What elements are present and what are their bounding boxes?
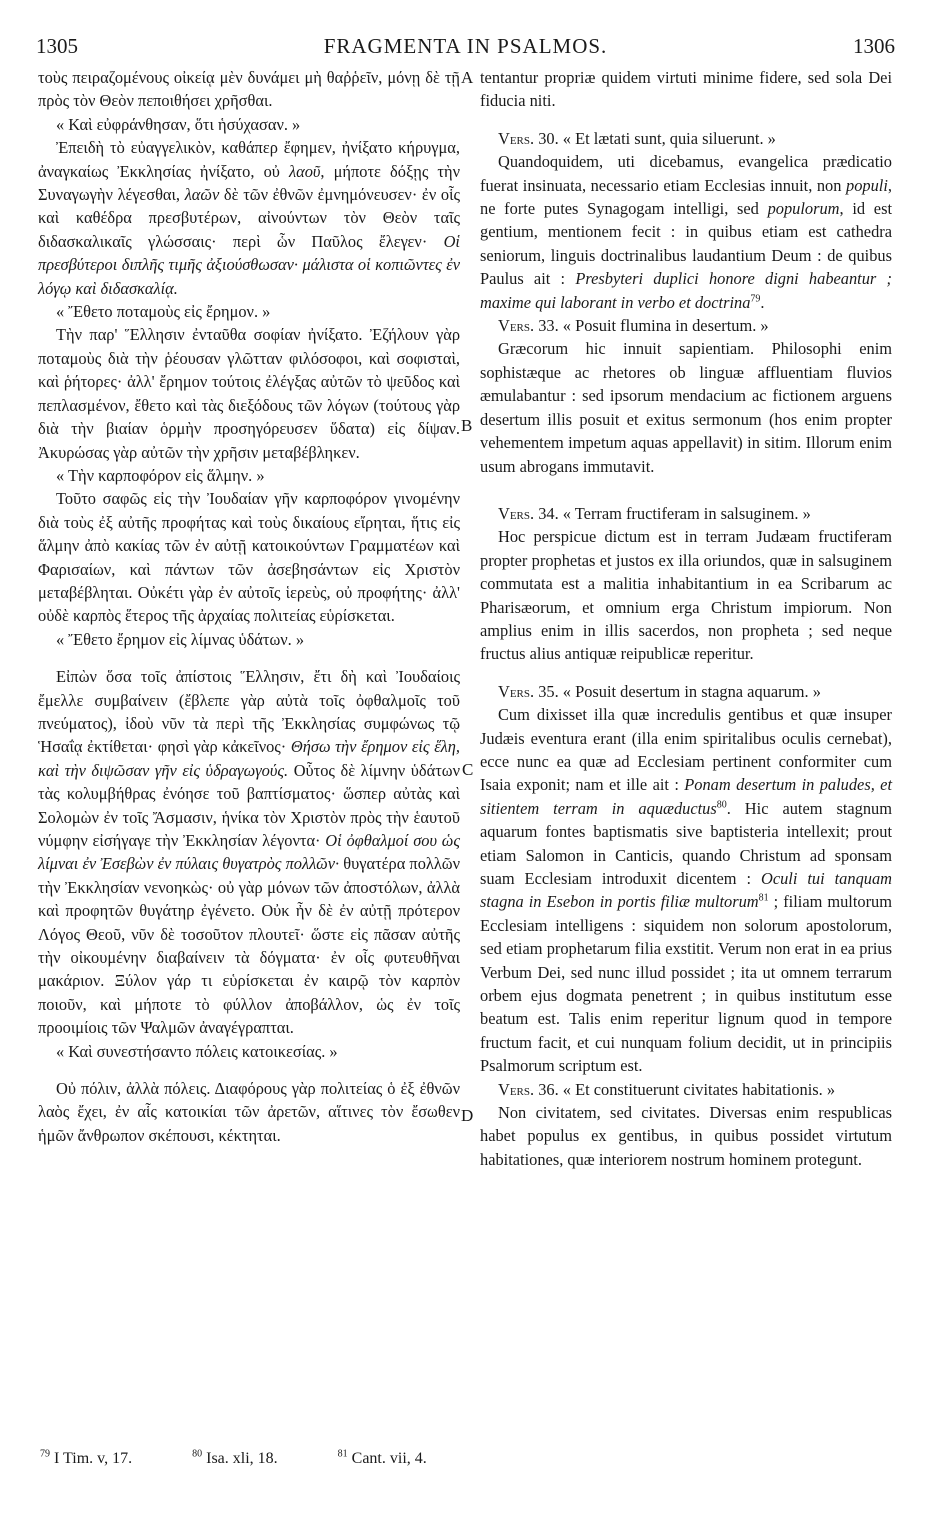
- greek-column: [38, 66, 460, 1147]
- greek-text: Ἐπειδὴ τὸ εὐαγγελικὸν, καθάπερ ἔφημεν, ἠνίξατο κήρυγμα, ἀναγκαίως Ἐκκλησίας ἠνίξατο, οὐ: [38, 138, 460, 181]
- latin-paragraph: tentantur propriæ quidem virtuti minime fidere, sed sola Dei fiducia niti.: [480, 68, 892, 111]
- running-header: [36, 34, 895, 60]
- footnotes: [40, 1450, 900, 1468]
- latin-text: , ne forte putes Synagogam intelligi, sed: [480, 175, 892, 219]
- latin-quotation: Ponam desertum in paludes, et sitientem terram in aquæductus: [480, 775, 893, 818]
- verse-text: « Terram fructiferam in salsuginem. »: [558, 503, 811, 523]
- footnote-ref: 81: [758, 892, 769, 904]
- greek-lemma: « Καὶ εὐφράνθησαν, ὅτι ἡσύχασαν. »: [56, 114, 301, 134]
- greek-lemma: « Ἔθετο ἔρημον εἰς λίμνας ὑδάτων. »: [56, 629, 305, 649]
- footnote-ref: 79: [750, 293, 761, 305]
- greek-italic: λαοῦ: [289, 161, 321, 181]
- verse-text: « Et constituerunt civitates habitationis. »: [558, 1079, 836, 1099]
- greek-paragraph: Τὴν παρ' Ἕλλησιν ἐνταῦθα σοφίαν ἠνίξατο. Ἐζήλουν γὰρ ποταμοὺς διὰ τὴν ῥέουσαν γλῶτταν φιλόσοφοι, καὶ σοφισταὶ, καὶ ῥήτορες· ἀλλ' ἔρημον τούτοις ἐλέγξας αὐτῶν τὸ ψεῦδος καὶ πεπλασμένον, ἔθετο καὶ τὰς διεξόδους τῶν λόγων (τούτους γὰρ διὰ τὴν βιαίαν ὁρμὴν προσηγόρευσεν ὕδατα) εἰς δίψαν. Ἀκυρώσας γὰρ αὐτῶν τὴν χρῆσιν μεταβέβληκεν.: [38, 325, 460, 462]
- greek-text: , μήποτε δόξῃς τὴν Συναγωγὴν λέγεσθαι,: [38, 161, 460, 205]
- latin-paragraph: Hoc perspicue dictum est in terram Judæam fructiferam propter prophetas et justos ex illa oriundos, quæ in salsuginem commutata est a malitia inhabitantium in ea Scribarum ac Pharisæorum, et omnium erga Christum impiorum. Non amplius enim in illis sacerdos, non propheta ; sed neque fructus alius antiquæ reipublicæ reperitur.: [480, 527, 892, 664]
- footnote: [192, 1450, 306, 1467]
- verse-heading-30: [480, 127, 892, 150]
- greek-text: Οὗτος δὲ λίμνην ὑδάτων τὰς κολυμβήθρας ἐνόησε τοῦ βαπτίσματος· ὥσπερ αὐτὰς καὶ Σολομὼν ἐν τοῖς Ἄσμασιν, ἡνίκα τὸν Χριστὸν πρὸς τὴν ἑαυτοῦ νύμφην εἰσήγαγε τὴν Ἐκκλησίαν λέγοντα·: [38, 760, 460, 850]
- latin-text: Quandoquidem, uti dicebamus, evangelica prædicatio fuerat insinuata, necessario etiam Ecclesias innuit, non: [480, 152, 892, 195]
- greek-text: Εἰπὼν ὅσα τοῖς ἀπίστοις Ἕλλησιν, ἔτι δὴ καὶ Ἰουδαίοις ἔμελλε συμβαίνειν (ἔβλεπε γὰρ αὐτὰ τοῖς ὀφθαλμοῖς τοῦ πνεύματος), ἰδοὺ νῦν τὰ περὶ τῆς Ἐκκλησίας συμφώνως τῷ Ἡσαΐᾳ ἐκτίθεται· φησὶ γὰρ κἀκεῖνος·: [38, 667, 460, 757]
- footnote-text: Cant. vii, 4.: [347, 1450, 427, 1467]
- verse-heading-33: [480, 314, 892, 337]
- verse-number: Vers. 36.: [498, 1079, 559, 1099]
- section-marker-c: C: [462, 760, 474, 779]
- footnote: [338, 1450, 455, 1467]
- latin-italic: populi: [846, 175, 888, 195]
- greek-quotation: Θήσω τὴν ἔρημον εἰς ἕλη, καὶ τὴν διψῶσαν γῆν εἰς ὑδραγωγούς.: [38, 737, 460, 780]
- greek-quotation: Οἱ πρεσβύτεροι διπλῆς τιμῆς ἀξιούσθωσαν· μάλιστα οἱ κοπιῶντες ἐν λόγῳ καὶ διδασκαλίᾳ.: [38, 231, 460, 298]
- section-marker-b: B: [461, 416, 473, 435]
- latin-italic: populorum: [767, 199, 840, 219]
- greek-lemma: « Τὴν καρποφόρον εἰς ἅλμην. »: [56, 465, 265, 485]
- greek-text: δὲ τῶν ἐθνῶν ἐμνημόνευσεν· ἐν οἷς καὶ καθέδρα πρεσβυτέρων, αἰνούντων τὸν Θεὸν ταῖς διδασκαλικαῖς γλώσσαις· περὶ ὧν Παῦλος ἔλεγεν·: [38, 185, 460, 251]
- greek-lemma: « Ἔθετο ποταμοὺς εἰς ἔρημον. »: [56, 302, 271, 322]
- greek-quotation: Οἱ ὀφθαλμοί σου ὡς λίμναι ἐν Ἐσεβὼν ἐν πύλαις θυγατρὸς πολλῶν·: [38, 831, 461, 874]
- footnote-text: I Tim. v, 17.: [50, 1450, 133, 1467]
- latin-paragraph: [480, 703, 892, 1078]
- verse-number: Vers. 33.: [498, 316, 559, 336]
- latin-text: Cum dixisset illa quæ incredulis gentibus et quæ insuper Judæis eventura erant (illa enim spiritalibus oculis cernebat), ecce nunc ea quæ ad Ecclesiam pertinent conformiter cum Isaia exponit; nam et ille ait :: [480, 705, 892, 795]
- greek-paragraph: τοὺς πειραζομένους οἰκείᾳ μὲν δυνάμει μὴ θαῤῥεῖν, μόνῃ δὲ τῇ πρὸς τὸν Θεὸν πεποιθήσει χρῆσθαι.: [38, 68, 460, 111]
- latin-quotation: Presbyteri duplici honore digni habeantur ; maxime qui laborant in verbo et doctrina: [480, 269, 892, 312]
- page-number-right: 1306: [853, 34, 895, 58]
- latin-text: .: [760, 292, 765, 312]
- verse-heading-34: [480, 502, 892, 525]
- footnote-text: Isa. xli, 18.: [202, 1450, 278, 1467]
- greek-paragraph: Οὐ πόλιν, ἀλλὰ πόλεις. Διαφόρους γὰρ πολιτείας ὁ ἐξ ἐθνῶν λαὸς ἔχει, ἐν αἷς κατοικίαι τῶν ἀρετῶν, αἵτινες τὸν ἔσωθεν ἡμῶν ἄνθρωπον σκέπουσι, κέκτηται.: [38, 1079, 460, 1145]
- verse-number: Vers. 34.: [498, 503, 559, 523]
- latin-quotation: Oculi tui tanquam stagna in Esebon in portis filiæ multorum: [480, 869, 892, 912]
- footnote-number: 79: [40, 1448, 50, 1460]
- verse-number: Vers. 35.: [498, 681, 559, 701]
- greek-paragraph: Τοῦτο σαφῶς εἰς τὴν Ἰουδαίαν γῆν καρποφόρον γινομένην διὰ τοὺς ἐξ αὐτῆς προφήτας καὶ τοὺς δικαίους εἴρηται, ἥτις εἰς ἅλμην ἀπὸ κακίας τῶν ἐν αὐτῇ κατοικούντων Γραμματέων καὶ Φαρισαίων, καὶ πάντων τῶν ἀσεβησάντων εἰς Χριστὸν μεταβέβληται. Οὐκέτι γὰρ ἐν αὐτοῖς ἱερεὺς, οὐ προφήτης· ἀλλ' οὐδὲ καρπὸς ἕτερος τῆς ἀρχαίας πολιτείας εὑρίσκεται.: [38, 489, 460, 626]
- greek-text: θυγατέρα πολλῶν τὴν Ἐκκλησίαν νενοηκὼς· οὐ γὰρ μόνων τῶν ἀποστόλων, ἀλλὰ καὶ προφητῶν θυγάτηρ ἐγένετο. Οὐκ ἦν δὲ ἐν αὐτῇ πρότερον Λόγος Θεοῦ, νῦν δὲ τοσοῦτον πλουτεῖ· ὥστε εἰς πᾶσαν αὐτῆς τὴν οἰκουμένην διαβαίνειν τὰ δόγματα· ἐν οἷς φυτευθῆναι μακάριον. Ξύλον γάρ τι εὑρίσκεται ἐν καιρῷ τὸν καρπὸν ποιοῦν, καὶ μήποτε τὸ φύλλον ἀποβάλλον, ὡς ἐν τοῖς προοιμίοις τῶν Ψαλμῶν ἀναγέγραπται.: [38, 854, 460, 1038]
- latin-column: [480, 66, 892, 1171]
- footnote-ref: 80: [716, 799, 727, 811]
- verse-text: « Et lætati sunt, quia siluerunt. »: [558, 128, 776, 148]
- footnote-number: 80: [192, 1448, 203, 1460]
- verse-heading-36: [480, 1078, 892, 1101]
- verse-text: « Posuit desertum in stagna aquarum. »: [558, 681, 821, 701]
- greek-lemma: « Καὶ συνεστήσαντο πόλεις κατοικεσίας. »: [56, 1041, 338, 1061]
- latin-text: ; filiam multorum Ecclesiam intelligens : siquidem non solorum apostolorum, sed etiam prophetarum filia exstitit. Verum non erat in ea prius Verbum Dei, sed nunc illud possidet ; ita ut omnem terrarum orbem ejus dogmata penetrent ; in quibus institutum esse beatum est. Talis enim reperitur lignum quod in tempore fructum facit, et cui nunquam folium decidit, ut in principiis Psalmorum scriptum est.: [480, 892, 892, 1076]
- latin-text: , id est gentium, mentionem fecit : in quibus etiam est cathedra seniorum, linguis doctrinalibus laudantium Deum : de quibus Paulus ait :: [480, 199, 892, 289]
- verse-text: « Posuit flumina in desertum. »: [558, 316, 769, 336]
- verse-number: Vers. 30.: [498, 128, 559, 148]
- latin-text: . Hic autem stagnum aquarum fontes baptismatis sive baptisteria intellexit; prout etiam Salomon in Canticis, quando Christum ad sponsam suam Ecclesiam introduxit dicentem :: [480, 798, 892, 888]
- greek-paragraph: [38, 665, 460, 1040]
- greek-paragraph: [38, 136, 460, 300]
- footnote: [40, 1450, 160, 1467]
- greek-italic: λαῶν: [184, 185, 220, 205]
- latin-paragraph: Græcorum hic innuit sapientiam. Philosophi enim sophistæque ac rhetores ob linguæ affluentiam fluvios æmulabantur : sed ipsorum mendacium ac fictionem arguens desertum illis posuit et exitus sermonum (hos enim propter vehementem impetum aquas appellavit) in sitim. Illorum enim usum abrogans immutavit.: [480, 339, 892, 476]
- section-marker-d: D: [461, 1106, 474, 1125]
- section-marker-a: A: [461, 68, 474, 87]
- footnote-number: 81: [337, 1448, 348, 1460]
- latin-paragraph: [480, 150, 892, 314]
- page-number-left: 1305: [36, 34, 78, 58]
- running-title: FRAGMENTA IN PSALMOS.: [323, 34, 608, 58]
- latin-paragraph: Non civitatem, sed civitates. Diversas enim respublicas habet populus ex gentibus, in quibus possidet virtutum habitationes, quæ interiorem nostrum hominem protegunt.: [480, 1103, 892, 1169]
- verse-heading-35: [480, 680, 892, 703]
